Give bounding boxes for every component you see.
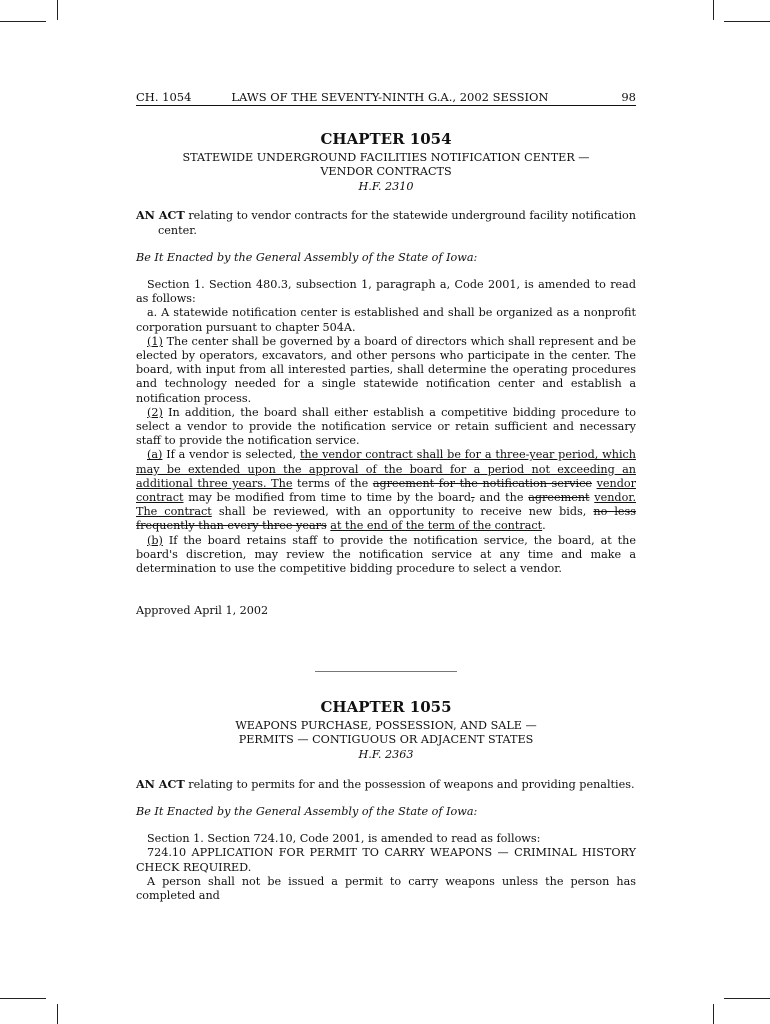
approval-date: Approved April 1, 2002 [136, 604, 269, 618]
subparagraph-b [136, 534, 636, 577]
act-text: relating to vendor contracts for the statewide underground facility notification center. [158, 209, 636, 237]
chapter-1055-heading: CHAPTER 1055 [320, 698, 452, 717]
subtitle-line: PERMITS — CONTIGUOUS OR ADJACENT STATES [238, 733, 534, 747]
struck-text: no less frequently than every three years [136, 505, 637, 533]
enacting-clause: Be It Enacted by the General Assembly of the State of Iowa: [136, 250, 478, 264]
bill-number: H.F. 2363 [358, 748, 414, 762]
inserted-text: at the end of the term of the contract [330, 519, 543, 533]
chapter-divider [315, 671, 457, 672]
chapter-1055-subtitle [136, 719, 636, 747]
struck-text: , [471, 491, 475, 505]
subparagraph-text: In addition, the board shall either establish a competitive bidding procedure to select a vendor to provide the notification service or retain sufficient and necessary staff to provide the notification service. [136, 405, 636, 448]
running-head-chapter: CH. 1054 [136, 90, 192, 104]
text: may be modified from time to time by the board [183, 491, 472, 505]
struck-text: agreement [528, 491, 590, 505]
act-label: AN ACT [136, 208, 185, 223]
act-title [136, 777, 636, 792]
chapter-1054-heading: CHAPTER 1054 [320, 130, 452, 149]
crop-mark [724, 21, 770, 22]
text: shall be reviewed, with an opportunity to receive new bids, [211, 505, 594, 519]
subparagraph-number: (2) [147, 405, 163, 419]
act-label: AN ACT [136, 776, 185, 791]
crop-mark [0, 21, 46, 22]
chapter-1054-subtitle [136, 151, 636, 179]
document-page [136, 90, 636, 903]
crop-mark [713, 0, 714, 20]
act-title [136, 208, 636, 237]
subparagraph-text: The center shall be governed by a board of directors which shall represent and be elected by operators, excavators, and other persons who participate in the center. The board, with input from all interested parties, shall determine the operating procedures and technology needed for a single statewide notification center and establish a notification process. [136, 334, 636, 405]
section-1: Section 1. Section 724.10, Code 2001, is amended to read as follows: [147, 832, 541, 846]
paragraph-a: a. A statewide notification center is established and shall be organized as a nonprofit corporation pursuant to chapter 504A. [136, 306, 636, 334]
crop-mark [57, 1004, 58, 1024]
subparagraph-text: If the board retains staff to provide the notification service, the board, at the board's discretion, may review the notification service at any time and make a determination to use the competitive bidding procedure to select a vendor. [136, 533, 636, 576]
text: If a vendor is selected, [162, 448, 300, 462]
crop-mark [724, 998, 770, 999]
crop-mark [57, 0, 58, 20]
subtitle-line: WEAPONS PURCHASE, POSSESSION, AND SALE — [235, 719, 537, 733]
running-head-title: LAWS OF THE SEVENTY-NINTH G.A., 2002 SESSION [231, 90, 549, 104]
subparagraph-number: (b) [147, 533, 163, 547]
text: and the [474, 491, 529, 505]
struck-text: agreement for the notification service [372, 476, 592, 490]
subparagraph-number: (a) [147, 448, 163, 462]
inserted-text: the vendor contract shall be for a three-year period, which may be extended upon the approval of the board for a period not exceeding an additional three years. The [136, 448, 636, 490]
crop-mark [0, 998, 46, 999]
act-text: relating to permits for and the possession of weapons and providing penalties. [184, 777, 635, 791]
enacting-clause: Be It Enacted by the General Assembly of the State of Iowa: [136, 804, 478, 818]
subparagraph-a [136, 448, 636, 533]
section-1: Section 1. Section 480.3, subsection 1, paragraph a, Code 2001, is amended to read as follows: [136, 278, 636, 306]
subparagraph-2 [136, 406, 636, 449]
subparagraph-number: (1) [147, 334, 163, 348]
subtitle-line: VENDOR CONTRACTS [320, 165, 452, 179]
subtitle-line: STATEWIDE UNDERGROUND FACILITIES NOTIFICATION CENTER — [182, 151, 590, 165]
running-head [136, 90, 636, 106]
inserted-text: vendor contract [136, 476, 636, 505]
section-body: A person shall not be issued a permit to carry weapons unless the person has completed and [136, 874, 636, 902]
section-heading: 724.10 APPLICATION FOR PERMIT TO CARRY WEAPONS — CRIMINAL HISTORY CHECK REQUIRED. [136, 846, 636, 874]
text: . [542, 519, 546, 533]
inserted-text: vendor. The contract [136, 491, 636, 519]
text: terms of the [292, 476, 373, 490]
subparagraph-1 [136, 335, 636, 406]
crop-mark [713, 1004, 714, 1024]
bill-number: H.F. 2310 [358, 180, 414, 194]
page-number: 98 [621, 90, 636, 104]
